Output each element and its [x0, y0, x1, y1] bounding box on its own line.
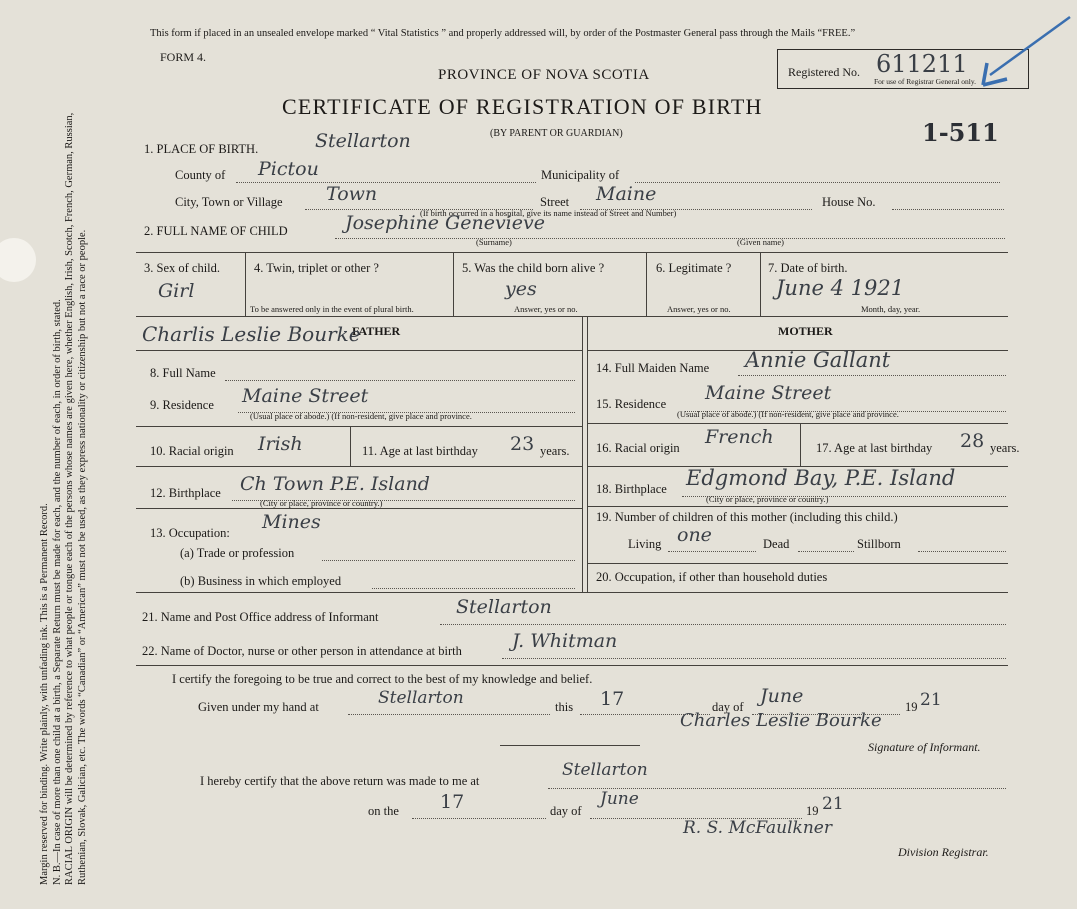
mother-residence-note: (Usual place of abode.) (If non-resident, give place and province. [677, 409, 899, 419]
municipality-label: Municipality of [541, 168, 620, 182]
father-residence-label: 9. Residence [150, 398, 214, 412]
certify-year-value: 21 [920, 690, 942, 710]
mother-residence-label: 15. Residence [596, 397, 667, 411]
registrar-signature: R. S. McFaulkner [683, 818, 832, 838]
father-racial-value: Irish [258, 433, 303, 455]
mother-birthplace-note: (City or place, province or country.) [706, 494, 829, 504]
registrar-text: I hereby certify that the above return was made to me at [200, 774, 480, 788]
mother-maiden-value: Annie Gallant [745, 348, 891, 372]
informant-signature: Charles Leslie Bourke [680, 710, 882, 731]
street-label: Street [540, 195, 570, 209]
mother-maiden-label: 14. Full Maiden Name [596, 361, 710, 375]
place-label: 1. PLACE OF BIRTH. [144, 142, 259, 156]
mother-occupation-label: 20. Occupation, if other than household duties [596, 570, 828, 584]
place-value: Stellarton [315, 130, 411, 152]
father-birthplace-note: (City or place, province or country.) [260, 498, 383, 508]
doctor-label: 22. Name of Doctor, nurse or other person in attendance at birth [142, 644, 462, 658]
side-note-1: Margin reserved for binding. Write plainly, with unfading ink. This is a Permanent Record. [39, 503, 50, 885]
province-heading: PROVINCE OF NOVA SCOTIA [438, 67, 650, 83]
mother-children-label: 19. Number of children of this mother (including this child.) [596, 510, 898, 524]
form-number: FORM 4. [160, 50, 207, 64]
margin-mark: 1-511 [922, 118, 999, 147]
stillborn-label: Stillborn [857, 537, 901, 551]
city-label: City, Town or Village [175, 195, 283, 209]
father-residence-value: Maine Street [242, 385, 369, 407]
hospital-note: (If birth occurred in a hospital, give its name instead of Street and Number) [420, 208, 677, 218]
father-years-label: years. [540, 444, 570, 458]
certify-text: I certify the foregoing to be true and correct to the best of my knowledge and belief. [172, 672, 593, 686]
date-value: June 4 1921 [776, 276, 905, 300]
father-occupation-value: Mines [262, 511, 321, 533]
mother-racial-label: 16. Racial origin [596, 441, 680, 455]
certify-day-label: day of [712, 700, 744, 714]
mother-residence-value: Maine Street [705, 382, 832, 404]
punch-hole [0, 238, 36, 282]
date-note: Month, day, year. [861, 304, 921, 314]
father-age-value: 23 [510, 433, 535, 455]
registered-number: 611211 [876, 50, 968, 78]
legit-label: 6. Legitimate ? [656, 261, 732, 275]
child-name-label: 2. FULL NAME OF CHILD [144, 224, 288, 238]
mother-header: MOTHER [778, 324, 833, 338]
dead-label: Dead [763, 537, 790, 551]
registrar-place-value: Stellarton [562, 760, 648, 780]
registrar-year-value: 21 [822, 794, 844, 814]
given-label: Given under my hand at [198, 700, 319, 714]
father-residence-note: (Usual place of abode.) (If non-resident, give place and province. [250, 411, 472, 421]
mother-age-value: 28 [960, 430, 985, 452]
mother-racial-value: French [705, 426, 774, 448]
county-label: County of [175, 168, 226, 182]
given-place-value: Stellarton [378, 688, 464, 708]
alive-label: 5. Was the child born alive ? [462, 261, 605, 275]
county-value: Pictou [258, 158, 319, 180]
registrar-on-label: on the [368, 804, 399, 818]
mother-years-label: years. [990, 441, 1020, 455]
father-full-name-label: 8. Full Name [150, 366, 216, 380]
trade-label: (a) Trade or profession [180, 546, 295, 560]
father-header: FATHER [352, 324, 401, 338]
side-note-4: Ruthenian, Slovak, Galician, etc. The words “Canadian” or “American” must not be used, as they express nationality or citizenship but not a race or people. [76, 229, 88, 885]
father-birthplace-label: 12. Birthplace [150, 486, 221, 500]
registered-label: Registered No. [788, 65, 860, 79]
informant-signature-label: Signature of Informant. [868, 740, 981, 754]
registrar-month-value: June [600, 789, 639, 809]
house-label: House No. [822, 195, 876, 209]
registered-note: For use of Registrar General only. [874, 77, 976, 86]
street-value: Maine [596, 183, 657, 205]
legit-note: Answer, yes or no. [667, 304, 731, 314]
twin-note: To be answered only in the event of plural birth. [250, 304, 414, 314]
sex-label: 3. Sex of child. [144, 261, 221, 275]
given-name-note: (Given name) [737, 237, 784, 247]
informant-value: Stellarton [456, 596, 552, 618]
registrar-label: Division Registrar. [898, 845, 989, 859]
side-note-2: N. B.—In case of more than one child at a birth, a Separate Return must be made for each, and the number of each, in order of birth, stated. [51, 299, 63, 885]
father-racial-label: 10. Racial origin [150, 444, 234, 458]
certify-month-value: June [760, 685, 804, 707]
doctor-value: J. Whitman [512, 630, 618, 652]
arrow-mark [975, 15, 1075, 95]
sex-value: Girl [158, 280, 195, 302]
alive-value: yes [505, 278, 537, 300]
certify-day-value: 17 [600, 688, 625, 710]
child-name-value: Josephine Genevieve [345, 212, 545, 234]
date-label: 7. Date of birth. [768, 261, 848, 275]
page-subtitle: (BY PARENT OR GUARDIAN) [490, 128, 623, 139]
city-value: Town [326, 183, 378, 205]
surname-note: (Surname) [476, 237, 512, 247]
mother-birthplace-label: 18. Birthplace [596, 482, 667, 496]
informant-label: 21. Name and Post Office address of Informant [142, 610, 379, 624]
father-occupation-label: 13. Occupation: [150, 526, 230, 540]
registrar-year-prefix: 19 [806, 804, 819, 818]
registrar-day-value: 17 [440, 791, 465, 813]
this-label: this [555, 700, 574, 714]
certify-year-prefix: 19 [905, 700, 918, 714]
father-birthplace-value: Ch Town P.E. Island [240, 473, 430, 495]
father-age-label: 11. Age at last birthday [362, 444, 478, 458]
postal-notice: This form if placed in an unsealed envelope marked “ Vital Statistics ” and properly addressed will, by order of the Postmaster General pass through the Mails “FREE.” [150, 28, 856, 39]
page-title: CERTIFICATE OF REGISTRATION OF BIRTH [282, 94, 763, 119]
registrar-day-label: day of [550, 804, 582, 818]
twin-label: 4. Twin, triplet or other ? [254, 261, 379, 275]
alive-note: Answer, yes or no. [514, 304, 578, 314]
mother-age-label: 17. Age at last birthday [816, 441, 933, 455]
living-label: Living [628, 537, 662, 551]
business-label: (b) Business in which employed [180, 574, 342, 588]
father-name-value: Charlis Leslie Bourke [142, 322, 361, 346]
side-note-3: RACIAL ORIGIN will be determined by reference to what people or tongue each of the persons whose names are given here, whether English, Irish, Scotch, French, German, Russian, [64, 112, 75, 885]
living-value: one [677, 524, 712, 546]
mother-birthplace-value: Edgmond Bay, P.E. Island [686, 466, 956, 490]
